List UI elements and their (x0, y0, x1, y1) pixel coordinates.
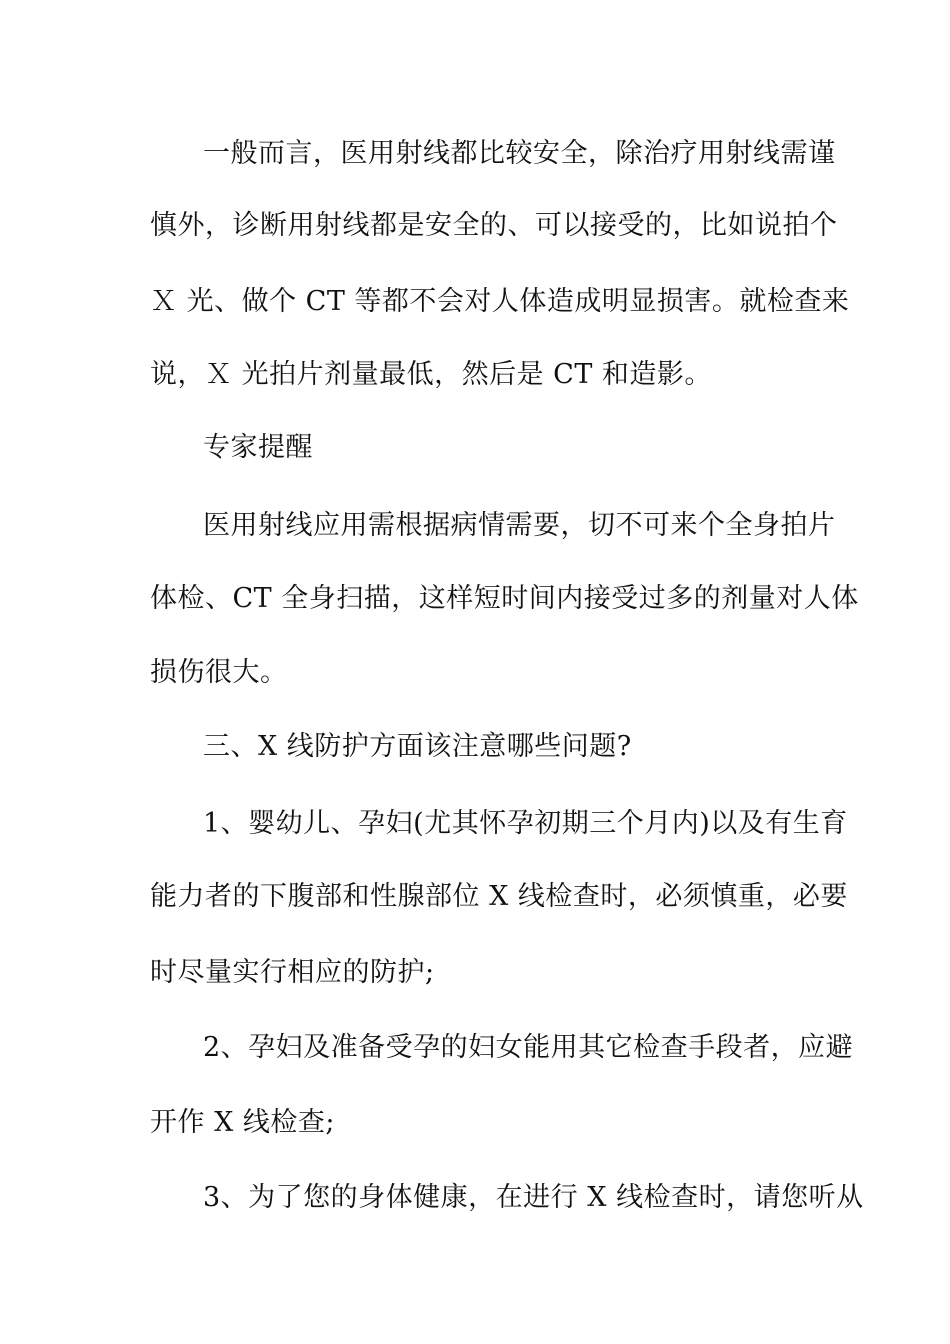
paragraph-line: 医用射线应用需根据病情需要，切不可来个全身拍片 (203, 510, 836, 541)
paragraph-line: 体检、CT 全身扫描，这样短时间内接受过多的剂量对人体 (150, 583, 859, 614)
section-heading: 三、X 线防护方面该注意哪些问题? (203, 731, 632, 762)
list-item-line: 时尽量实行相应的防护; (150, 957, 435, 988)
list-item-line: 1、婴幼儿、孕妇(尤其怀孕初期三个月内)以及有生育 (203, 808, 848, 839)
list-item-line: 3、为了您的身体健康，在进行 X 线检查时，请您听从 (203, 1182, 864, 1213)
list-item-line: 2、孕妇及准备受孕的妇女能用其它检查手段者，应避 (203, 1032, 854, 1063)
paragraph-line: 说，Ｘ 光拍片剂量最低，然后是 CT 和造影。 (150, 359, 712, 390)
paragraph-line: 一般而言，医用射线都比较安全，除治疗用射线需谨 (203, 138, 836, 169)
paragraph-line: 损伤很大。 (150, 657, 288, 688)
section-heading: 专家提醒 (203, 432, 313, 463)
list-item-line: 开作 X 线检查; (150, 1107, 335, 1138)
paragraph-line: Ｘ 光、做个 CT 等都不会对人体造成明显损害。就检查来 (150, 286, 850, 317)
list-item-line: 能力者的下腹部和性腺部位 X 线检查时，必须慎重，必要 (150, 881, 848, 912)
paragraph-line: 慎外，诊断用射线都是安全的、可以接受的，比如说拍个 (150, 210, 838, 241)
